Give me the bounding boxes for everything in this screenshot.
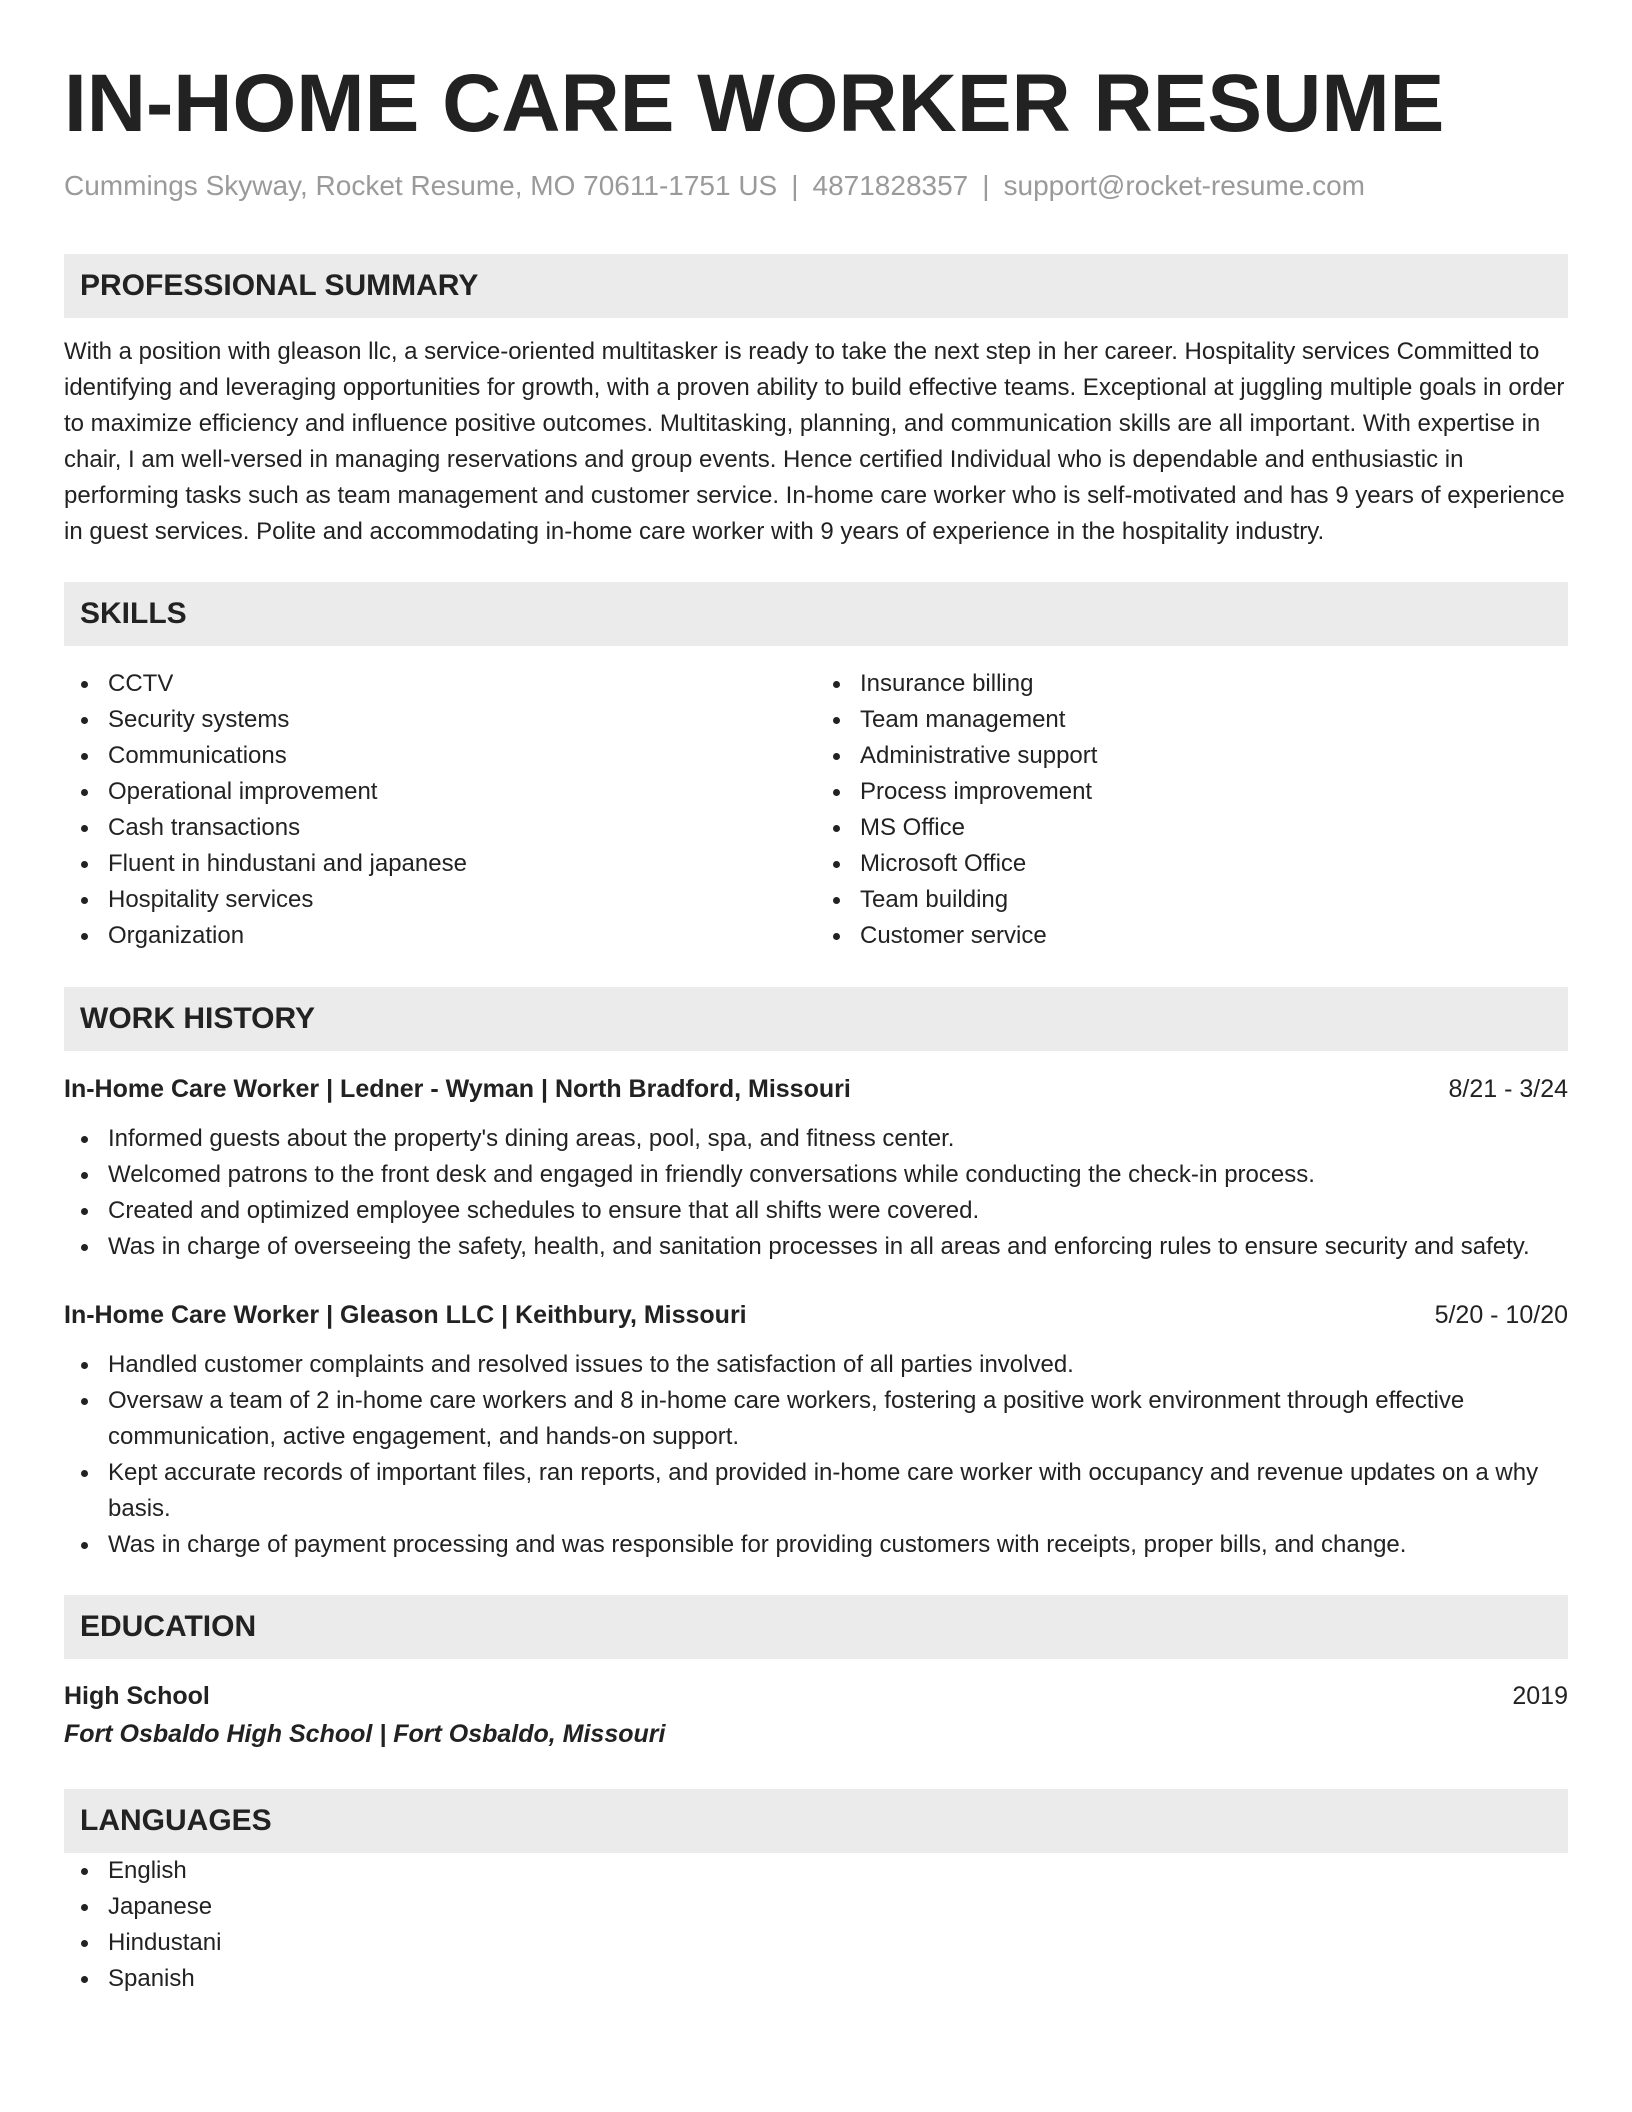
skills-list-left bbox=[64, 666, 816, 954]
summary-text: With a position with gleason llc, a service-oriented multitasker is ready to take the next step in her career. Hospitality services Committed to identifying and leveraging opportunities for growth, with a proven ability to build effective teams. Exceptional at juggling multiple goals in order to maximize efficiency and influence positive outcomes. Multitasking, planning, and communication skills are all important. With expertise in chair, I am well-versed in managing reservations and group events. Hence certified Individual who is dependable and enthusiastic in performing tasks such as team management and customer service. In-home care worker who is self-motivated and has 9 years of experience in guest services. Polite and accommodating in-home care worker with 9 years of experience in the hospitality industry. bbox=[64, 338, 1565, 545]
contact-line bbox=[64, 168, 1568, 204]
skill-item: Fluent in hindustani and japanese bbox=[64, 846, 816, 882]
skills-column-right bbox=[816, 666, 1568, 954]
job-bullet: Welcomed patrons to the front desk and engaged in friendly conversations while conducting the check-in process. bbox=[64, 1157, 1568, 1193]
job-bullet: Informed guests about the property's dining areas, pool, spa, and fitness center. bbox=[64, 1121, 1568, 1157]
job-dates: 8/21 - 3/24 bbox=[1448, 1075, 1568, 1103]
contact-email: support@rocket-resume.com bbox=[1003, 170, 1365, 201]
skills-column-left bbox=[64, 666, 816, 954]
skill-item: Insurance billing bbox=[816, 666, 1568, 702]
skill-item: Team management bbox=[816, 702, 1568, 738]
job-header bbox=[64, 1071, 1568, 1107]
skill-item: CCTV bbox=[64, 666, 816, 702]
job-bullet: Oversaw a team of 2 in-home care workers and 8 in-home care workers, fostering a positive work environment through effective communication, active engagement, and hands-on support. bbox=[64, 1383, 1568, 1455]
language-item: Spanish bbox=[64, 1961, 1568, 1997]
job-title: In-Home Care Worker | Ledner - Wyman | North Bradford, Missouri bbox=[64, 1075, 851, 1103]
job-dates: 5/20 - 10/20 bbox=[1434, 1301, 1568, 1329]
education-entry bbox=[64, 1677, 1568, 1753]
skills-grid bbox=[64, 666, 1568, 954]
summary-section-header: PROFESSIONAL SUMMARY bbox=[64, 254, 1568, 318]
languages-section-header: LANGUAGES bbox=[64, 1789, 1568, 1853]
skills-list-right bbox=[816, 666, 1568, 954]
education-section-header: EDUCATION bbox=[64, 1595, 1568, 1659]
skill-item: Customer service bbox=[816, 918, 1568, 954]
contact-separator: | bbox=[982, 170, 990, 201]
work-history-section-header: WORK HISTORY bbox=[64, 987, 1568, 1051]
job-header bbox=[64, 1297, 1568, 1333]
language-item: Japanese bbox=[64, 1889, 1568, 1925]
languages-list bbox=[64, 1853, 1568, 1997]
language-item: English bbox=[64, 1853, 1568, 1889]
contact-phone: 4871828357 bbox=[812, 170, 969, 201]
skill-item: Communications bbox=[64, 738, 816, 774]
job-bullet: Handled customer complaints and resolved issues to the satisfaction of all parties involved. bbox=[64, 1347, 1568, 1383]
skill-item: Team building bbox=[816, 882, 1568, 918]
skills-section-header: SKILLS bbox=[64, 582, 1568, 646]
skill-item: Microsoft Office bbox=[816, 846, 1568, 882]
skill-item: MS Office bbox=[816, 810, 1568, 846]
resume-title: IN-HOME CARE WORKER RESUME bbox=[64, 58, 1445, 149]
skill-item: Operational improvement bbox=[64, 774, 816, 810]
job-bullets bbox=[64, 1121, 1568, 1265]
job-bullet: Created and optimized employee schedules to ensure that all shifts were covered. bbox=[64, 1193, 1568, 1229]
skill-item: Cash transactions bbox=[64, 810, 816, 846]
job-entry bbox=[64, 1071, 1568, 1265]
education-year: 2019 bbox=[1512, 1682, 1568, 1710]
education-degree: High School bbox=[64, 1682, 210, 1710]
job-title: In-Home Care Worker | Gleason LLC | Keithbury, Missouri bbox=[64, 1301, 747, 1329]
skill-item: Hospitality services bbox=[64, 882, 816, 918]
language-item: Hindustani bbox=[64, 1925, 1568, 1961]
skill-item: Organization bbox=[64, 918, 816, 954]
education-school: Fort Osbaldo High School | Fort Osbaldo, Missouri bbox=[64, 1720, 666, 1748]
skill-item: Security systems bbox=[64, 702, 816, 738]
job-bullet: Was in charge of overseeing the safety, health, and sanitation processes in all areas and enforcing rules to ensure security and safety. bbox=[64, 1229, 1568, 1265]
contact-separator: | bbox=[791, 170, 799, 201]
job-entry bbox=[64, 1297, 1568, 1563]
job-bullets bbox=[64, 1347, 1568, 1563]
skill-item: Process improvement bbox=[816, 774, 1568, 810]
contact-address: Cummings Skyway, Rocket Resume, MO 70611-1751 US bbox=[64, 170, 778, 201]
education-header bbox=[64, 1677, 1568, 1715]
skill-item: Administrative support bbox=[816, 738, 1568, 774]
job-bullet: Kept accurate records of important files, ran reports, and provided in-home care worker with occupancy and revenue updates on a why basis. bbox=[64, 1455, 1568, 1527]
job-bullet: Was in charge of payment processing and was responsible for providing customers with receipts, proper bills, and change. bbox=[64, 1527, 1568, 1563]
